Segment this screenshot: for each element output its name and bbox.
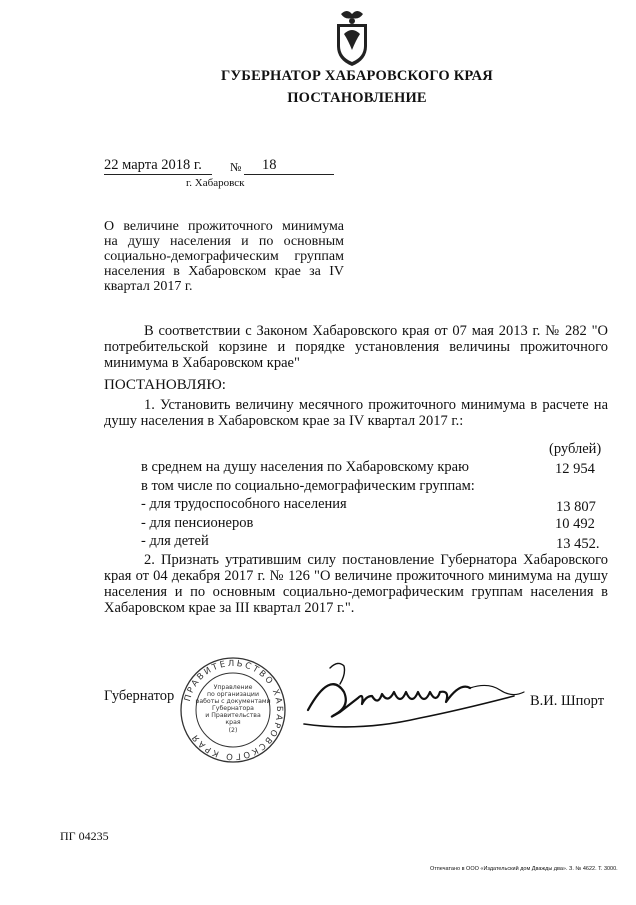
coat-of-arms-icon: [327, 6, 377, 68]
form-code: ПГ 04235: [60, 829, 109, 843]
svg-text:Губернатора: Губернатора: [212, 705, 254, 712]
table-row-label: - для трудоспособного населения: [141, 496, 347, 512]
table-row-label: в том числе по социально-демографическим группам:: [141, 478, 475, 494]
signatory-title: Губернатор: [104, 688, 175, 704]
official-stamp: [178, 655, 288, 765]
handwritten-signature: [300, 662, 530, 732]
table-row-value: 13 807: [556, 499, 596, 515]
units-label: (рублей): [549, 441, 602, 457]
table-row-label: - для детей: [141, 533, 209, 549]
svg-text:ПРАВИТЕЛЬСТВО ХАБАРОВСКОГО КРА: ПРАВИТЕЛЬСТВО ХАБАРОВСКОГО КРАЯ: [182, 658, 285, 762]
table-row-value: 12 954: [555, 461, 595, 477]
document-number: 18: [262, 157, 277, 173]
number-underline: [244, 174, 334, 175]
document-date: 22 марта 2018 г.: [104, 157, 202, 173]
svg-text:Управление: Управление: [213, 684, 253, 691]
document-subject: О величине прожиточного минимума на душу населения и по основным социально-демографическим группам населения в Хабаровском крае за IV квартал 2017 г.: [104, 219, 344, 294]
svg-text:работы с документами: работы с документами: [195, 698, 271, 705]
table-row-label: в среднем на душу населения по Хабаровскому краю: [141, 459, 469, 475]
date-underline: [104, 174, 212, 175]
decree-heading: ПОСТАНОВЛЯЮ:: [104, 377, 226, 393]
item-1-paragraph: 1. Установить величину месячного прожиточного минимума в расчете на душу населения в Хабаровском крае за IV квартал 2017 г.:: [104, 397, 608, 429]
svg-text:(2): (2): [228, 727, 238, 734]
signatory-name: В.И. Шпорт: [530, 693, 605, 709]
issuing-authority: ГУБЕРНАТОР ХАБАРОВСКОГО КРАЯ: [221, 68, 493, 84]
table-row-label: - для пенсионеров: [141, 515, 254, 531]
svg-text:и Правительства: и Правительства: [205, 712, 261, 719]
number-sign: №: [230, 160, 242, 174]
intro-paragraph: В соответствии с Законом Хабаровского края от 07 мая 2013 г. № 282 "О потребительской корзине и порядке установления величины прожиточного минимума в Хабаровском крае": [104, 323, 608, 371]
svg-text:по организации: по организации: [207, 691, 259, 698]
city: г. Хабаровск: [186, 177, 245, 189]
table-row-value: 13 452.: [556, 536, 600, 552]
printer-imprint: Отпечатано в ООО «Издательский дом Дважды два». З. № 4622. Т. 3000.: [430, 866, 618, 872]
table-row-value: 10 492: [555, 516, 595, 532]
svg-text:края: края: [225, 719, 241, 726]
document-type: ПОСТАНОВЛЕНИЕ: [287, 90, 427, 106]
item-2-paragraph: 2. Признать утратившим силу постановление Губернатора Хабаровского края от 04 декабря 2017 г. № 126 "О величине прожиточного минимума на душу населения и по основным социально-демографическим группам населения в Хабаровском крае за III квартал 2017 г.".: [104, 552, 608, 616]
